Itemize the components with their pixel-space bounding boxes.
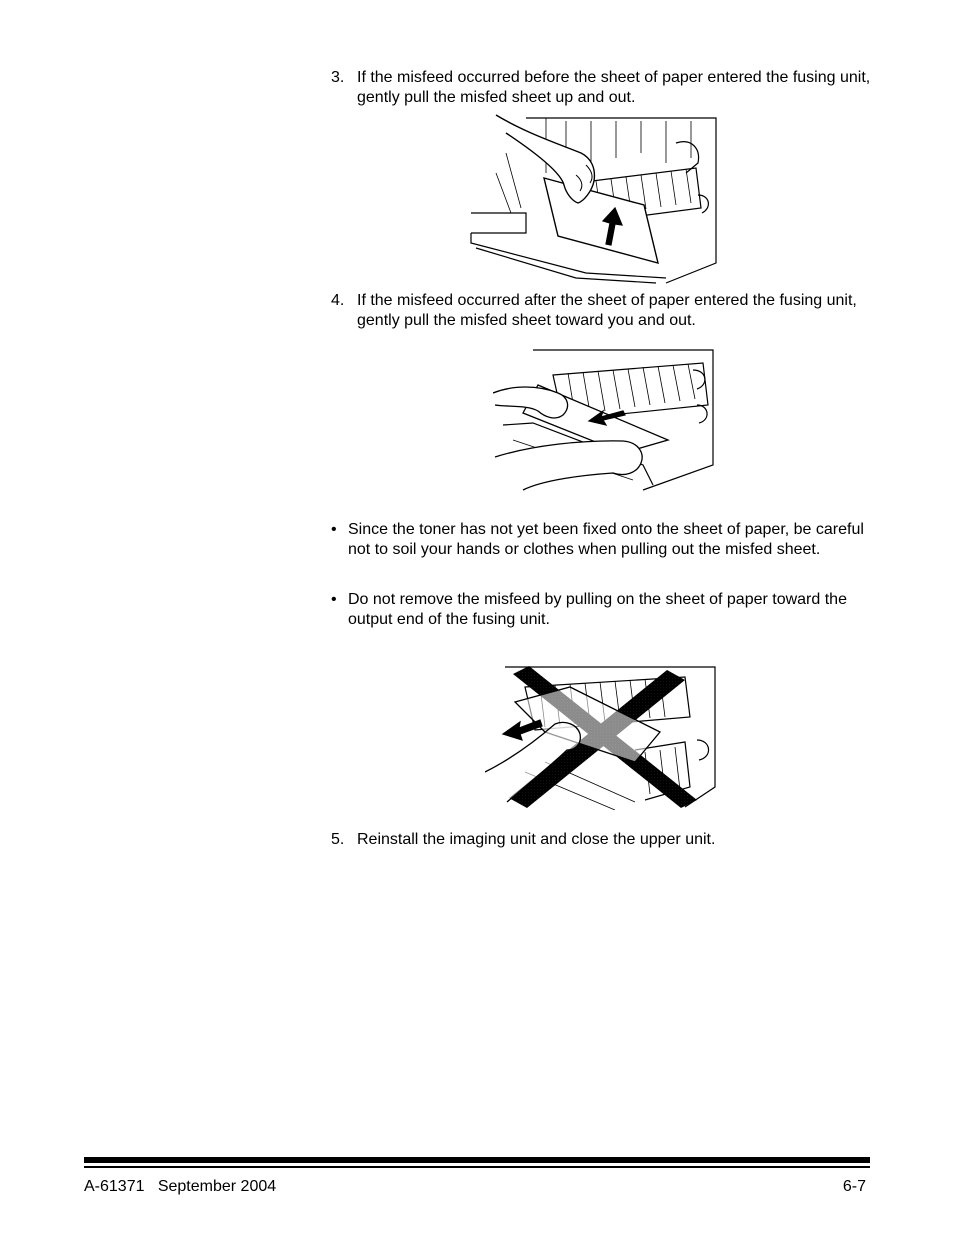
bullet-marker: • (331, 591, 337, 608)
bullet-text: Since the toner has not yet been fixed onto the sheet of paper, be careful not to soil your hands or clothes when pulling out the misfed sheet. (348, 521, 864, 558)
caution-bullet-1 (331, 520, 876, 560)
bullet-marker: • (331, 521, 337, 538)
illustration-pull-up (466, 113, 722, 285)
step-text: If the misfeed occurred after the sheet of paper entered the fusing unit, gently pull the misfed sheet toward you and out. (357, 292, 857, 329)
step-5 (331, 830, 876, 850)
step-number: 5. (331, 831, 345, 848)
step-number: 3. (331, 69, 345, 86)
step-text: Reinstall the imaging unit and close the upper unit. (357, 831, 716, 848)
footer-rule (84, 1157, 870, 1163)
illustration-incorrect-removal (485, 662, 723, 810)
step-number: 4. (331, 292, 345, 309)
footer-doc-id: A-61371 September 2004 (84, 1178, 277, 1195)
step-text: If the misfeed occurred before the sheet of paper entered the fusing unit, gently pull the misfed sheet up and out. (357, 69, 871, 106)
bullet-text: Do not remove the misfeed by pulling on the sheet of paper toward the output end of the fusing unit. (348, 591, 847, 628)
step-4 (331, 291, 876, 331)
illustration-pull-toward (493, 345, 721, 493)
step-3 (331, 68, 876, 108)
footer-rule-thin (84, 1166, 870, 1168)
footer-page-number: 6-7 (842, 1178, 866, 1195)
caution-bullet-2 (331, 590, 876, 630)
